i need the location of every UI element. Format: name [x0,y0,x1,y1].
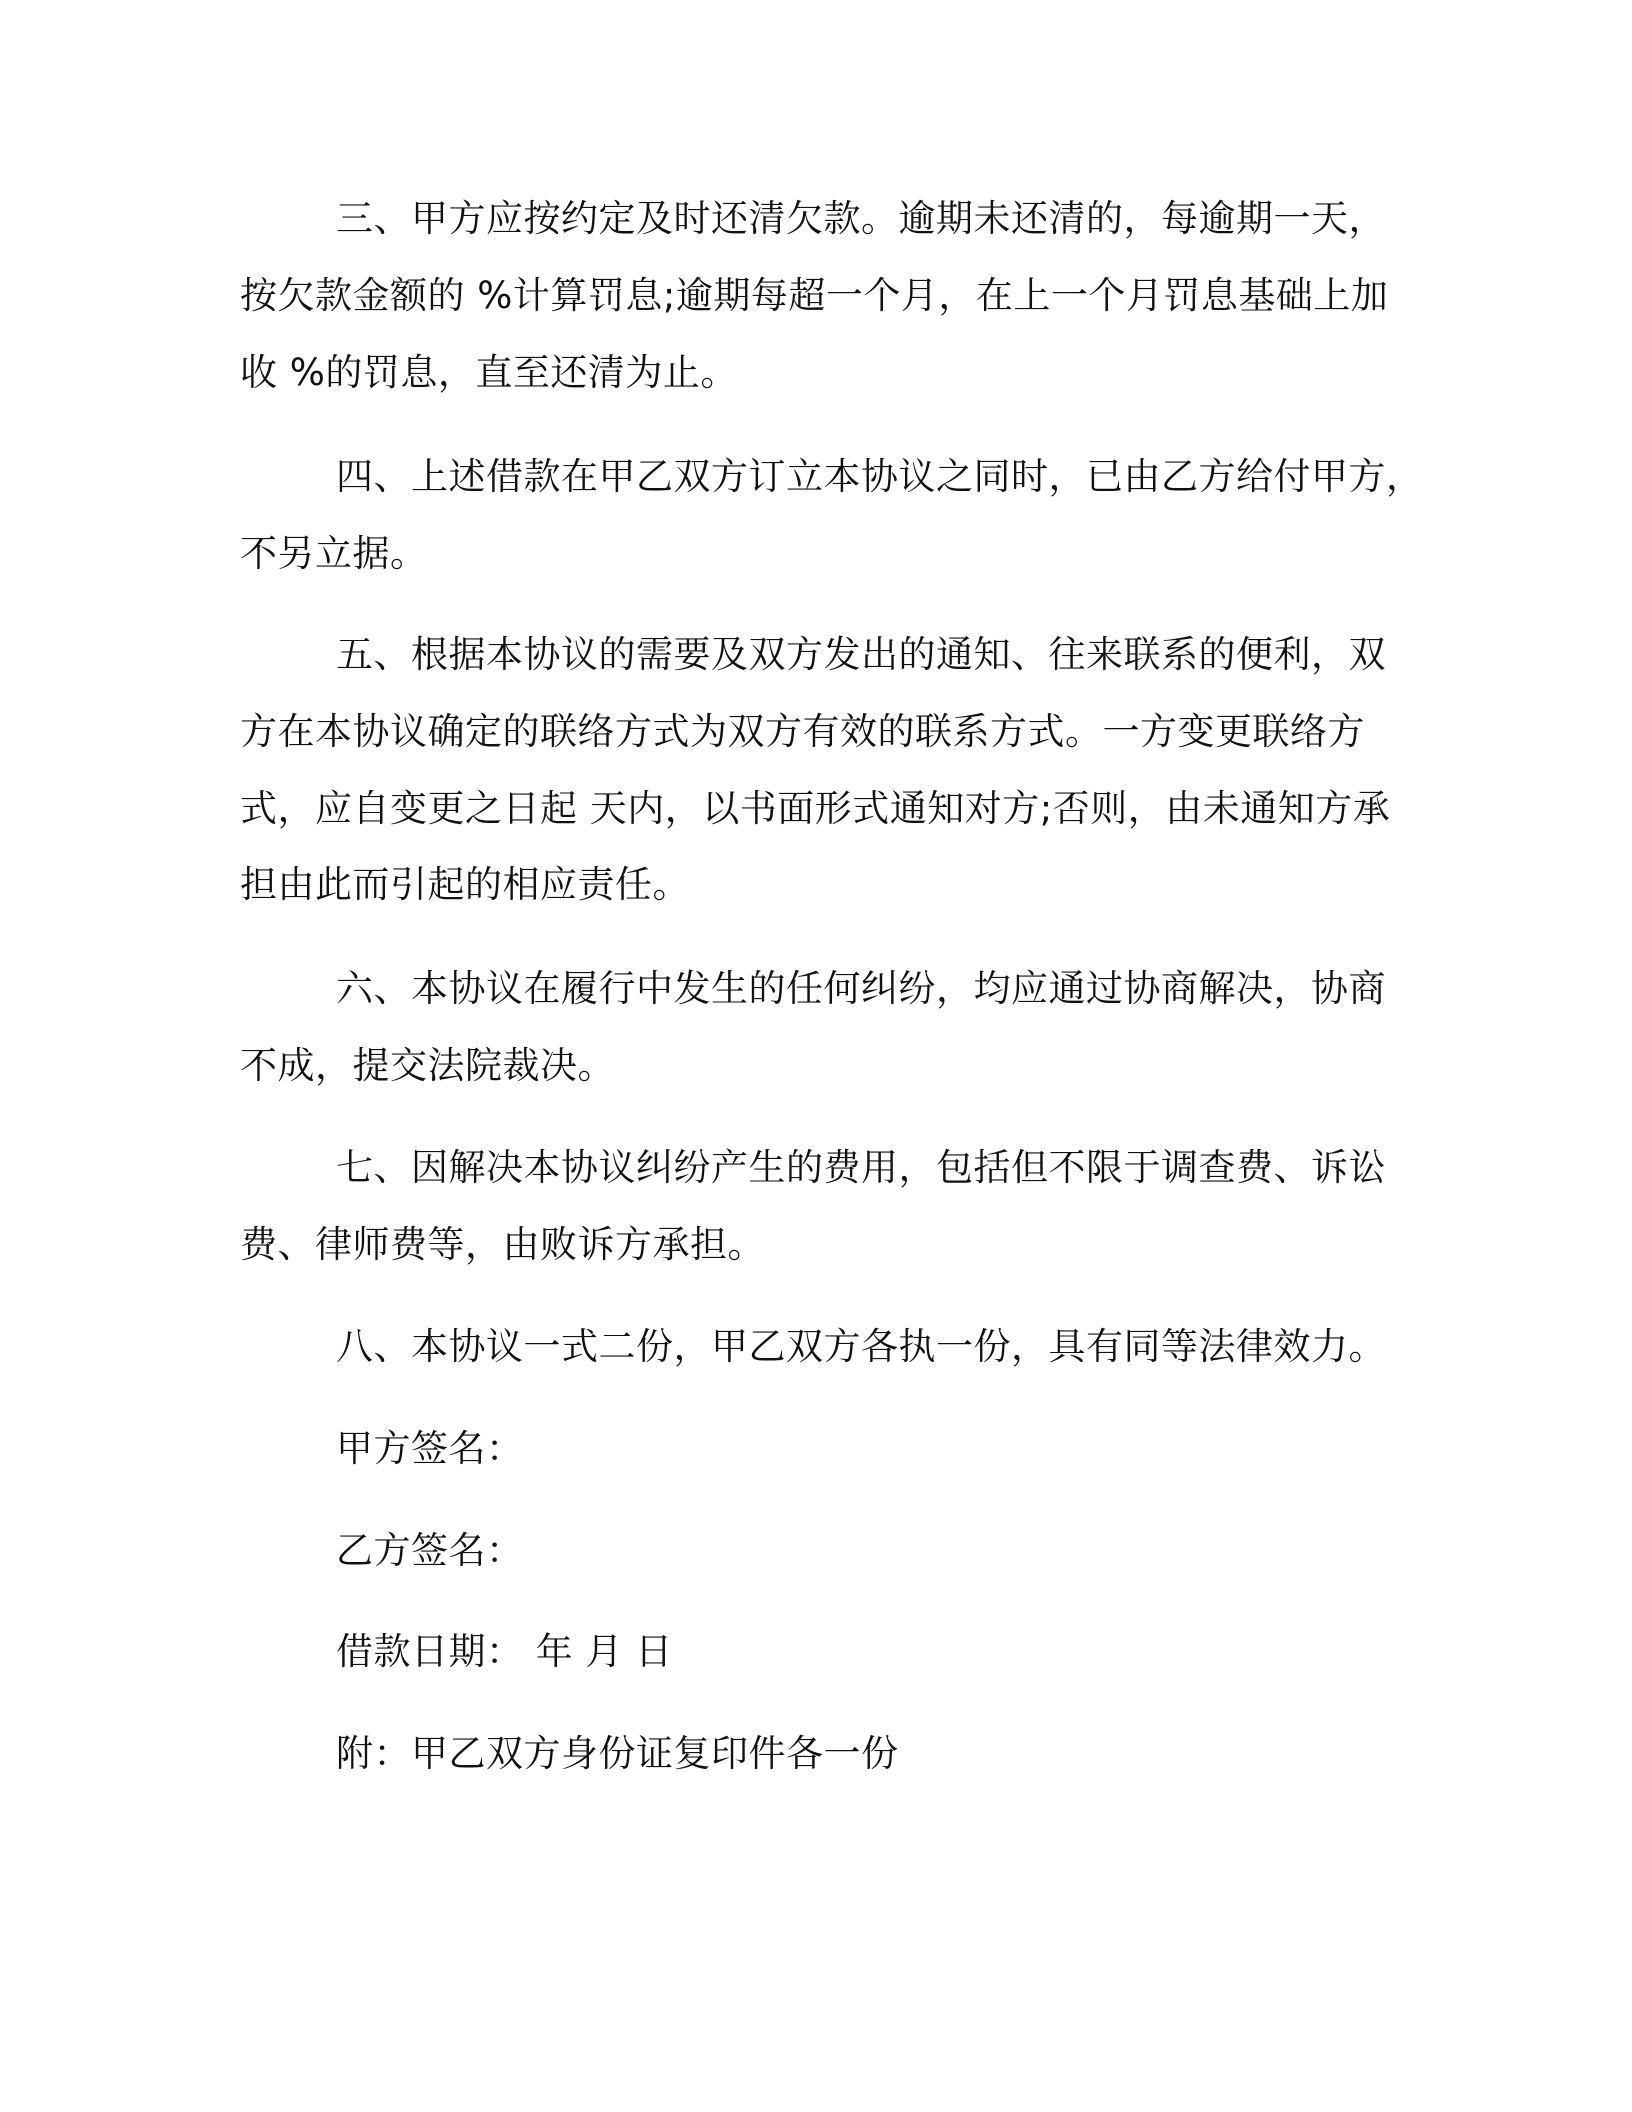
loan-date-label: 借款日期： 年 月 日 [336,1630,673,1673]
clause-4-line-2: 不另立据。 [240,532,428,575]
clause-8-line-1: 八、本协议一式二份，甲乙双方各执一份，具有同等法律效力。 [336,1325,1386,1368]
clause-4-line-1: 四、上述借款在甲乙双方订立本协议之同时，已由乙方给付甲方， [336,455,1424,498]
party-b-signature-label: 乙方签名： [336,1529,524,1572]
clause-5-line-3: 式，应自变更之日起 天内，以书面形式通知对方;否则，由未通知方承 [240,787,1391,830]
attachment-note: 附：甲乙双方身份证复印件各一份 [336,1732,899,1775]
clause-6-line-2: 不成，提交法院裁决。 [240,1044,615,1087]
clause-3-line-3: 收 %的罚息，直至还清为止。 [240,351,738,394]
clause-5-line-1: 五、根据本协议的需要及双方发出的通知、往来联系的便利，双 [336,633,1386,676]
clause-6-line-1: 六、本协议在履行中发生的任何纠纷，均应通过协商解决，协商 [336,967,1386,1010]
party-a-signature-label: 甲方签名： [336,1427,524,1470]
clause-3-line-1: 三、甲方应按约定及时还清欠款。逾期未还清的，每逾期一天， [336,197,1386,240]
clause-7-line-2: 费、律师费等，由败诉方承担。 [240,1223,765,1266]
clause-3-line-2: 按欠款金额的 %计算罚息;逾期每超一个月，在上一个月罚息基础上加 [240,274,1389,317]
clause-7-line-1: 七、因解决本协议纠纷产生的费用，包括但不限于调查费、诉讼 [336,1146,1386,1189]
clause-5-line-4: 担由此而引起的相应责任。 [240,863,690,906]
clause-5-line-2: 方在本协议确定的联络方式为双方有效的联系方式。一方变更联络方 [240,710,1365,753]
